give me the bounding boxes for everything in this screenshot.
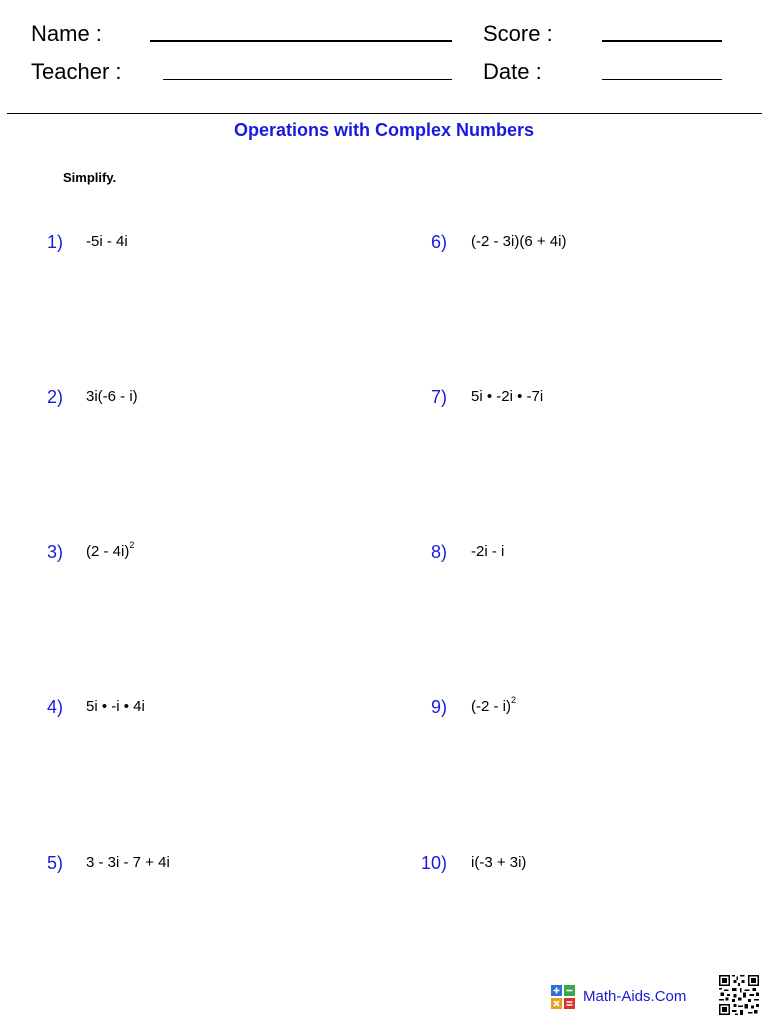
- problem-expression: -2i - i: [471, 543, 505, 560]
- worksheet-title: Operations with Complex Numbers: [233, 120, 535, 140]
- problem-number: 6): [430, 232, 447, 252]
- score-blank-line[interactable]: [602, 40, 722, 42]
- problem-expression: i(-3 + 3i): [471, 854, 527, 871]
- date-label: Date :: [483, 59, 542, 84]
- problem-expression: 5i • -2i • -7i: [471, 388, 544, 405]
- name-label: Name :: [31, 21, 102, 46]
- problem-number: 9): [430, 697, 447, 717]
- problem-number: 3): [46, 542, 63, 562]
- score-label: Score :: [483, 21, 553, 46]
- problem-expression: -5i - 4i: [86, 233, 128, 250]
- name-blank-line[interactable]: [150, 40, 452, 42]
- problem-number: 2): [46, 387, 63, 407]
- calculator-icon: [551, 985, 575, 1009]
- header-divider: [7, 113, 762, 114]
- math-aids-link[interactable]: Math-Aids.Com: [583, 988, 687, 1005]
- problem-number: 10): [420, 853, 447, 873]
- teacher-label: Teacher :: [31, 59, 122, 84]
- teacher-blank-line[interactable]: [163, 79, 452, 80]
- exponent: 2: [511, 695, 517, 705]
- problem-expression: 3 - 3i - 7 + 4i: [86, 854, 170, 871]
- exponent: 2: [129, 540, 135, 550]
- problem-expression: (-2 - i)$^2$: [471, 695, 517, 715]
- problem-number: 8): [430, 542, 447, 562]
- problem-expression: 3i(-6 - i): [86, 388, 138, 405]
- problem-number: 5): [46, 853, 63, 873]
- problem-number: 1): [46, 232, 63, 252]
- problem-expression: (2 - 4i)$^2$: [86, 540, 135, 560]
- problem-expression: 5i • -i • 4i: [86, 698, 145, 715]
- problem-expression: (-2 - 3i)(6 + 4i): [471, 233, 567, 250]
- problem-number: 7): [430, 387, 447, 407]
- date-blank-line[interactable]: [602, 79, 722, 80]
- problem-number: 4): [46, 697, 63, 717]
- instructions: Simplify.: [63, 170, 117, 185]
- qr-code-icon: [719, 975, 759, 1015]
